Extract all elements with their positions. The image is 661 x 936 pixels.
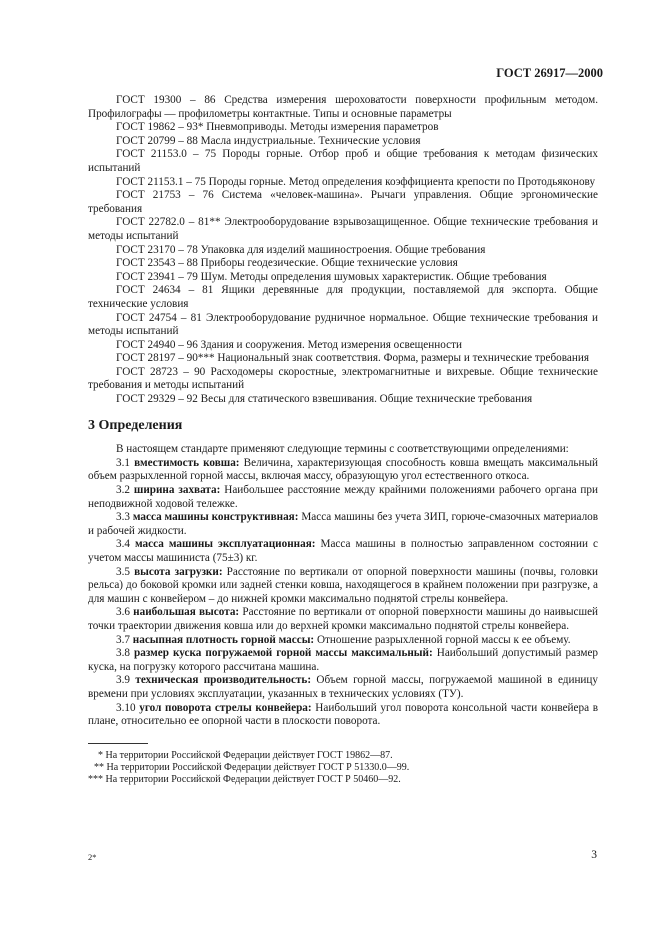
definition-number: 3.1 bbox=[116, 456, 130, 469]
reference-item: ГОСТ 21153.0 – 75 Породы горные. Отбор проб и общие требования к методам физических испытаний bbox=[88, 148, 598, 174]
reference-item: ГОСТ 28723 – 90 Расходомеры скоростные, электромагнитные и вихревые. Общие технические требования и методы испытаний bbox=[88, 365, 598, 392]
definition-text: Наибольший угол поворота консольной части конвейера в плане, относительно ее опорной части в плоскости поворота. bbox=[88, 701, 598, 728]
document-header-code: ГОСТ 26917—2000 bbox=[496, 66, 603, 80]
definition-text: Расстояние по вертикали от опорной поверхности машины (почвы, головки рельса) до боковой кромки или задней стенки ковша, находящегося в крайнем положении при разгрузке, а для машин с конвейером – до нижней кромки максимально поднятой стрелы конвейера. bbox=[88, 565, 599, 605]
definition-term: наибольшая высота: bbox=[133, 606, 240, 619]
reference-item: ГОСТ 19862 – 93* Пневмоприводы. Методы измерения параметров bbox=[116, 121, 439, 134]
reference-item: ГОСТ 22782.0 – 81** Электрооборудование взрывозащищенное. Общие технические требования и методы испытаний bbox=[88, 216, 598, 242]
definition-item bbox=[88, 634, 598, 648]
reference-list bbox=[88, 94, 598, 407]
definition-number: 3.3 bbox=[116, 511, 130, 524]
definition-number: 3.2 bbox=[116, 484, 130, 497]
definition-item bbox=[88, 566, 598, 607]
definition-item bbox=[88, 457, 598, 484]
section-title: 3 Определения bbox=[88, 417, 183, 433]
reference-item: ГОСТ 24634 – 81 Ящики деревянные для продукции, поставляемой для экспорта. Общие технические условия bbox=[88, 284, 598, 310]
reference-item: ГОСТ 19300 – 86 Средства измерения шероховатости поверхности профильным методом. Профилографы — профилометры контактные. Типы и основные параметры bbox=[88, 94, 598, 120]
footnote: *** На территории Российской Федерации действует ГОСТ Р 50460—92. bbox=[88, 774, 401, 786]
definition-item bbox=[88, 484, 598, 511]
definition-number: 3.5 bbox=[116, 565, 130, 578]
definition-term: масса машины конструктивная: bbox=[132, 511, 299, 524]
definition-number: 3.7 bbox=[116, 633, 130, 646]
section-intro: В настоящем стандарте применяют следующие термины с соответствующими определениями: bbox=[116, 443, 569, 456]
reference-item: ГОСТ 24940 – 96 Здания и сооружения. Метод измерения освещенности bbox=[116, 338, 462, 351]
definition-term: высота загрузки: bbox=[134, 565, 223, 578]
definition-text: Масса машины без учета ЗИП, горюче-смазочных материалов и рабочей жидкости. bbox=[88, 511, 599, 537]
definition-term: вместимость ковша: bbox=[134, 456, 240, 469]
reference-item: ГОСТ 21753 – 76 Система «человек-машина». Рычаги управления. Общие эргономические требования bbox=[88, 189, 598, 215]
definition-item bbox=[88, 674, 598, 701]
definition-term: масса машины эксплуатационная: bbox=[135, 538, 316, 551]
reference-item: ГОСТ 21153.1 – 75 Породы горные. Метод определения коэффициента крепости по Протодьяконову bbox=[116, 175, 596, 188]
definition-term: насыпная плотность горной массы: bbox=[132, 633, 315, 646]
page-number: 3 bbox=[591, 849, 597, 861]
definition-text: Отношение разрыхленной горной массы к ее объему. bbox=[316, 633, 571, 646]
definition-number: 3.9 bbox=[116, 674, 130, 687]
definitions-list bbox=[88, 457, 598, 729]
footnote: * На территории Российской Федерации действует ГОСТ 19862—87. bbox=[98, 749, 393, 761]
definition-number: 3.8 bbox=[116, 647, 130, 660]
definition-number: 3.10 bbox=[116, 701, 136, 714]
page-content bbox=[88, 94, 598, 786]
definition-item bbox=[88, 647, 598, 674]
definition-text: Величина, характеризующая способность ковша вмещать максимальный объем разрыхленной горной массы, включая массу, образующую угол естественного откоса. bbox=[88, 456, 599, 483]
definition-text: Масса машины в полностью заправленном состоянии с учетом массы машиниста (75±3) кг. bbox=[88, 538, 599, 564]
footnote-divider bbox=[88, 743, 148, 744]
definition-item bbox=[88, 538, 598, 565]
definition-text: Расстояние по вертикали от опорной поверхности машины до наивысшей точки траектории движения ковша или до верхней кромки максимально поднятой стрелы конвейера. bbox=[88, 606, 599, 632]
definition-term: размер куска погружаемой горной массы максимальный: bbox=[134, 647, 433, 660]
definition-term: ширина захвата: bbox=[133, 484, 221, 497]
reference-item: ГОСТ 28197 – 90*** Национальный знак соответствия. Форма, размеры и технические требования bbox=[116, 352, 589, 365]
definition-text: Наибольший допустимый размер куска, на погрузку которого рассчитана машина. bbox=[88, 647, 598, 673]
reference-item: ГОСТ 29329 – 92 Весы для статического взвешивания. Общие технические требования bbox=[116, 393, 533, 406]
reference-item: ГОСТ 24754 – 81 Электрооборудование рудничное нормальное. Общие технические требования и методы испытаний bbox=[88, 311, 598, 338]
definition-item bbox=[88, 702, 598, 729]
definition-number: 3.6 bbox=[116, 606, 130, 619]
reference-item: ГОСТ 20799 – 88 Масла индустриальные. Технические условия bbox=[116, 134, 421, 147]
reference-item: ГОСТ 23543 – 88 Приборы геодезические. Общие технические условия bbox=[116, 257, 458, 270]
signature-mark: 2* bbox=[88, 852, 97, 862]
reference-item: ГОСТ 23941 – 79 Шум. Методы определения шумовых характеристик. Общие требования bbox=[116, 270, 547, 283]
definition-term: угол поворота стрелы конвейера: bbox=[139, 701, 312, 714]
definition-item bbox=[88, 511, 598, 538]
footnote: ** На территории Российской Федерации действует ГОСТ Р 51330.0—99. bbox=[94, 761, 410, 773]
definition-text: Объем горной массы, погружаемой машиной в единицу времени при условиях эксплуатации, указанных в технических условиях (ТУ). bbox=[88, 674, 598, 700]
definition-term: техническая производительность: bbox=[135, 674, 312, 687]
definition-item bbox=[88, 606, 598, 633]
footnotes bbox=[88, 750, 598, 787]
definition-number: 3.4 bbox=[116, 538, 130, 551]
definition-text: Наибольшее расстояние между крайними положениями рабочего органа при неподвижной ходовой тележке. bbox=[88, 484, 598, 510]
reference-item: ГОСТ 23170 – 78 Упаковка для изделий машиностроения. Общие требования bbox=[116, 243, 486, 256]
